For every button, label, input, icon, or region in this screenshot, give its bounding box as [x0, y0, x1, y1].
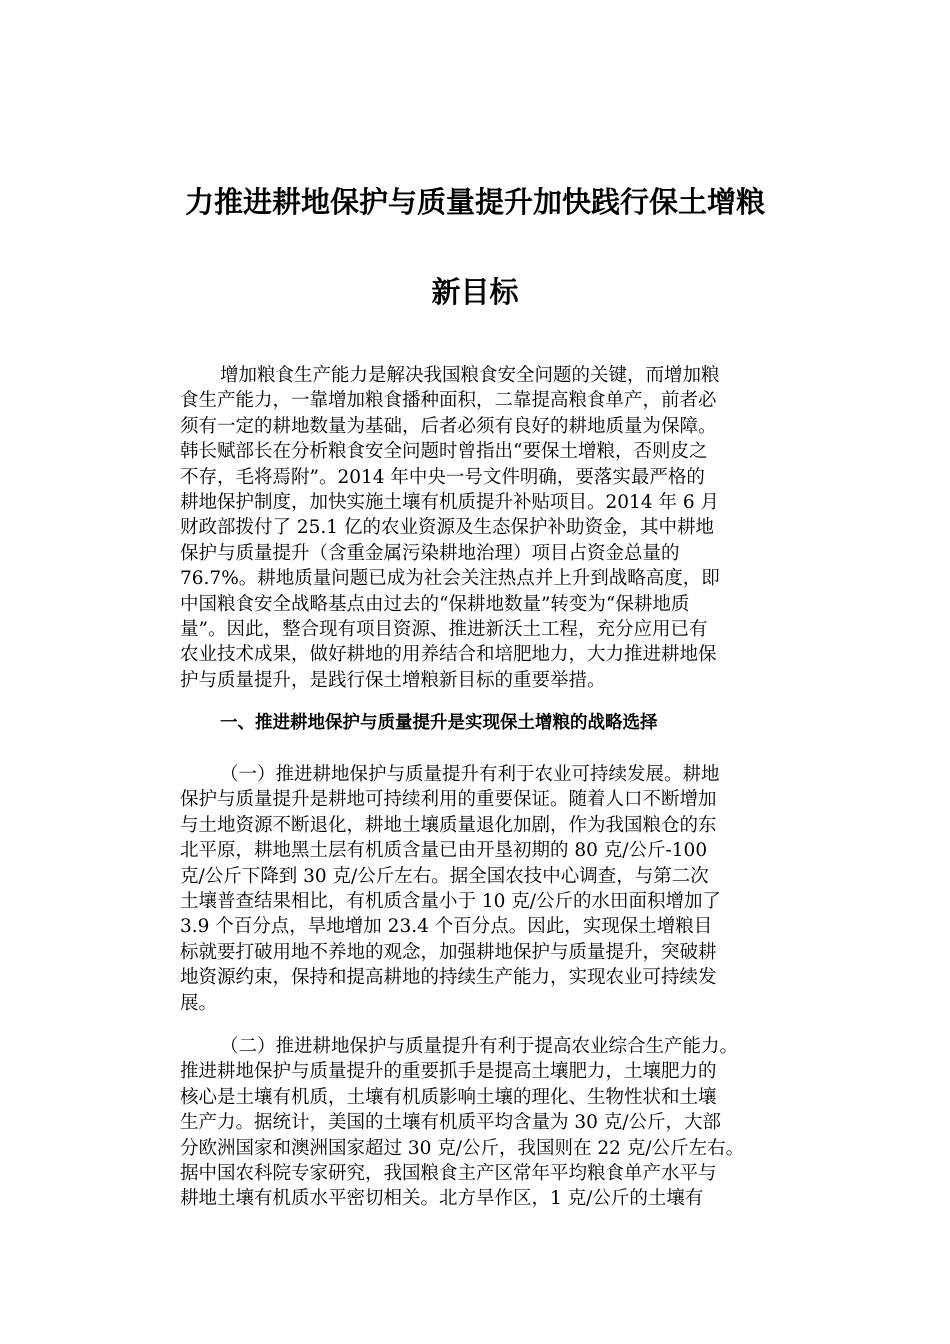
- paragraph-line: 韩长赋部长在分析粮食安全问题时曾指出“要保土增粮，否则皮之: [180, 441, 708, 463]
- paragraph-line: 生产力。据统计，美国的土壤有机质平均含量为 30 克/公斤，大部: [180, 1112, 722, 1134]
- paragraph-line: 推进耕地保护与质量提升的重要抓手是提高土壤肥力，土壤肥力的: [180, 1061, 717, 1083]
- paragraph-line: 增加粮食生产能力是解决我国粮食安全问题的关键，而增加粮: [220, 365, 720, 386]
- paragraph-line: 耕地土壤有机质水平密切相关。北方旱作区，1 克/公斤的土壤有: [180, 1188, 704, 1210]
- paragraph-line: 据中国农科院专家研究，我国粮食主产区常年平均粮食单产水平与: [180, 1162, 717, 1184]
- document-title-line-2: 新目标: [431, 275, 519, 309]
- paragraph-line: 农业技术成果，做好耕地的用养结合和培肥地力，大力推进耕地保: [180, 644, 717, 666]
- document-title-line-1: 力推进耕地保护与质量提升加快践行保土增粮: [184, 185, 765, 219]
- paragraph-line: 展。: [180, 992, 218, 1014]
- paragraph-intro: [180, 363, 780, 693]
- paragraph-line: 中国粮食安全战略基点由过去的“保耕地数量”转变为“保耕地质: [180, 593, 690, 615]
- section-heading-1: 一、推进耕地保护与质量提升是实现保土增粮的战略选择: [220, 713, 658, 733]
- paragraph-line: 量”。因此，整合现有项目资源、推进新沃土工程，充分应用已有: [180, 618, 708, 640]
- paragraph-section-1-1: [180, 762, 780, 1016]
- paragraph-line: 地资源约束，保持和提高耕地的持续生产能力，实现农业可持续发: [180, 967, 717, 989]
- paragraph-line: （一）推进耕地保护与质量提升有利于农业可持续发展。耕地: [220, 764, 720, 785]
- paragraph-line: 财政部拨付了 25.1 亿的农业资源及生态保护补助资金，其中耕地: [180, 517, 714, 539]
- paragraph-line: 保护与质量提升是耕地可持续利用的重要保证。随着人口不断增加: [180, 789, 717, 811]
- paragraph-line: 标就要打破用地不养地的观念，加强耕地保护与质量提升，突破耕: [180, 941, 717, 963]
- paragraph-section-1-2: [180, 1034, 780, 1212]
- paragraph-line: 76.7%。耕地质量问题已成为社会关注热点并上升到战略高度，即: [180, 568, 720, 590]
- paragraph-line: 食生产能力，一靠增加粮食播种面积，二靠提高粮食单产，前者必: [180, 390, 717, 412]
- paragraph-line: 不存，毛将焉附”。2014 年中央一号文件明确，要落实最严格的: [180, 466, 705, 488]
- paragraph-line: 与土地资源不断退化，耕地土壤质量退化加剧，作为我国粮仓的东: [180, 814, 717, 836]
- paragraph-line: 分欧洲国家和澳洲国家超过 30 克/公斤，我国则在 22 克/公斤左右。: [180, 1137, 745, 1159]
- paragraph-line: 护与质量提升，是践行保土增粮新目标的重要举措。: [180, 669, 606, 691]
- paragraph-line: 土壤普查结果相比，有机质含量小于 10 克/公斤的水田面积增加了: [180, 890, 722, 912]
- paragraph-line: 北平原，耕地黑土层有机质含量已由开垦初期的 80 克/公斤-100: [180, 840, 708, 862]
- paragraph-line: （二）推进耕地保护与质量提升有利于提高农业综合生产能力。: [220, 1036, 739, 1057]
- paragraph-line: 耕地保护制度，加快实施土壤有机质提升补贴项目。2014 年 6 月: [180, 491, 719, 513]
- paragraph-line: 须有一定的耕地数量为基础，后者必须有良好的耕地质量为保障。: [180, 415, 717, 437]
- paragraph-line: 3.9 个百分点，旱地增加 23.4 个百分点。因此，实现保土增粮目: [180, 916, 713, 938]
- paragraph-line: 保护与质量提升（含重金属污染耕地治理）项目占资金总量的: [180, 542, 680, 564]
- paragraph-line: 核心是土壤有机质，土壤有机质影响土壤的理化、生物性状和土壤: [180, 1086, 717, 1108]
- paragraph-line: 克/公斤下降到 30 克/公斤左右。据全国农技中心调查，与第二次: [180, 865, 709, 887]
